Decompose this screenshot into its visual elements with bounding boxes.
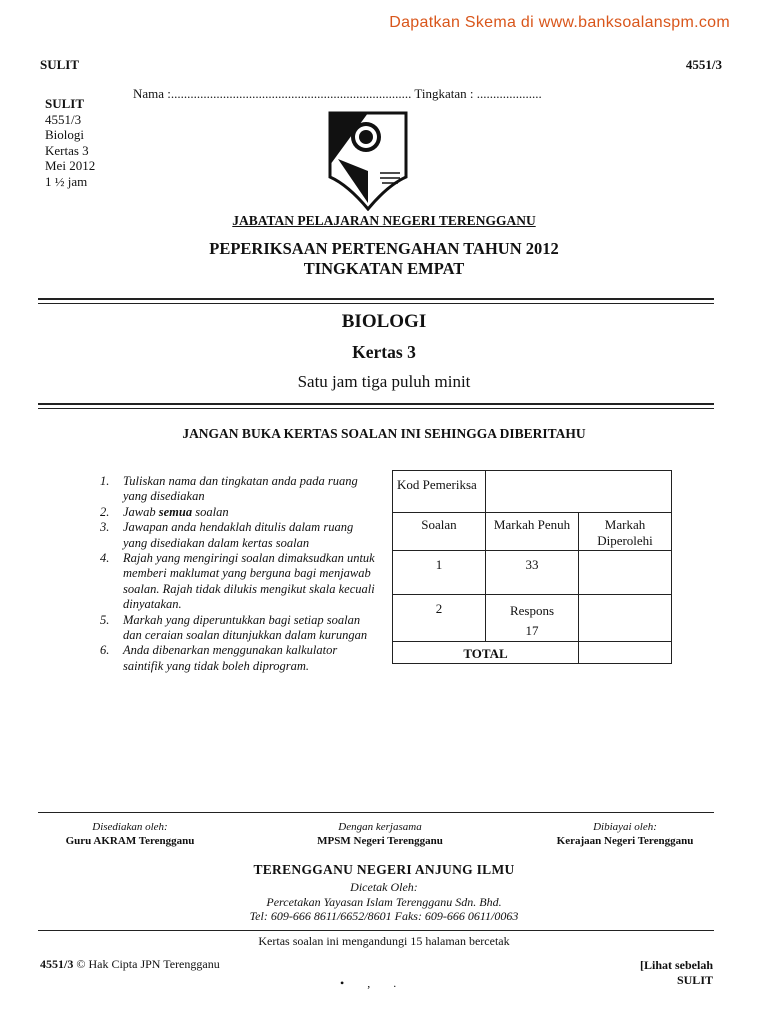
divider-mid-1	[38, 403, 714, 405]
meta-duration: 1 ½ jam	[45, 173, 88, 189]
paper-meta	[45, 96, 95, 189]
state-motto: TERENGGANU NEGERI ANJUNG ILMU	[253, 862, 515, 877]
instruction-item: 4. Rajah yang mengiringi soalan dimaksudkan untuk memberi maklumat yang berguna bagi menjawab soalan. Rajah tidak dilukis mengikut skala kecuali dinyatakan.	[100, 551, 375, 612]
row-q2-obtained[interactable]	[579, 595, 672, 642]
divider-footer	[38, 930, 714, 931]
subject-title: BIOLOGI	[341, 311, 427, 332]
total-label: TOTAL	[393, 642, 579, 664]
paper-number: Kertas 3	[352, 342, 416, 362]
examiner-code-label: Kod Pemeriksa	[393, 471, 486, 513]
department-name: JABATAN PELAJARAN NEGERI TERENGGANU	[232, 213, 536, 228]
col-markah-penuh: Markah Penuh	[486, 513, 579, 551]
meta-paper: Kertas 3	[45, 142, 89, 158]
exam-title: PEPERIKSAAN PERTENGAHAN TAHUN 2012	[209, 239, 559, 258]
credit-cooperation: Dengan kerjasama MPSM Negeri Terengganu	[317, 821, 443, 847]
name-form-line: Nama :.......................................................................... Tingkatan : ....................	[133, 86, 542, 101]
row-q2-full: Respons 17	[486, 595, 579, 642]
col-markah-diperolehi: Markah Diperolehi	[579, 513, 672, 551]
footer-marks: • , .	[340, 976, 407, 990]
printer-info: Dicetak Oleh: Percetakan Yayasan Islam Terengganu Sdn. Bhd. Tel: 609-666 8611/6652/8601 Faks: 609-666 0611/0063	[249, 880, 519, 923]
total-field[interactable]	[579, 642, 672, 664]
instruction-item: 3. Jawapan anda hendaklah ditulis dalam ruang yang disediakan dalam kertas soalan	[100, 520, 354, 550]
credit-funded-by: Dibiayai oleh: Kerajaan Negeri Terengganu	[556, 821, 694, 847]
form-level: TINGKATAN EMPAT	[303, 259, 465, 278]
examiner-marks-table	[392, 470, 672, 664]
instruction-item: 1. Tuliskan nama dan tingkatan anda pada ruang yang disediakan	[100, 474, 358, 504]
instruction-item: 2. Jawab semua soalan	[100, 504, 229, 519]
meta-subject: Biologi	[45, 127, 85, 142]
row-q1-full: 33	[486, 551, 579, 595]
header-sulit: SULIT	[40, 57, 80, 72]
divider-mid-2	[38, 408, 714, 409]
meta-date: Mei 2012	[45, 158, 96, 173]
jpn-crest-icon	[328, 111, 408, 211]
meta-code: 4551/3	[45, 111, 82, 127]
meta-sulit: SULIT	[45, 96, 85, 111]
row-q1-number: 1	[393, 551, 486, 595]
divider-top-1	[38, 298, 714, 300]
watermark-link[interactable]: Dapatkan Skema di www.banksoalanspm.com	[389, 14, 730, 31]
divider-credits	[38, 812, 714, 813]
turn-over-note: [Lihat sebelah SULIT	[639, 958, 713, 987]
row-q1-obtained[interactable]	[579, 551, 672, 595]
page-count-note: Kertas soalan ini mengandungi 15 halaman bercetak	[258, 934, 510, 948]
instructions-list	[100, 474, 380, 674]
divider-top-2	[38, 303, 714, 304]
do-not-open-warning: JANGAN BUKA KERTAS SOALAN INI SEHINGGA DIBERITAHU	[182, 426, 586, 441]
header-paper-code: 4551/3	[685, 57, 722, 72]
copyright-line: 4551/3 © Hak Cipta JPN Terengganu	[40, 957, 220, 971]
col-soalan: Soalan	[393, 513, 486, 551]
credit-prepared-by: Disediakan oleh: Guru AKRAM Terengganu	[65, 821, 195, 847]
row-q2-number: 2	[393, 595, 486, 642]
paper-duration: Satu jam tiga puluh minit	[297, 372, 471, 391]
instruction-item: 6. Anda dibenarkan menggunakan kalkulator saintifik yang tidak boleh diprogram.	[100, 643, 338, 673]
examiner-code-field[interactable]	[486, 471, 672, 513]
instruction-item: 5. Markah yang diperuntukkan bagi setiap soalan dan ceraian soalan ditunjukkan dalam kurungan	[100, 612, 368, 643]
